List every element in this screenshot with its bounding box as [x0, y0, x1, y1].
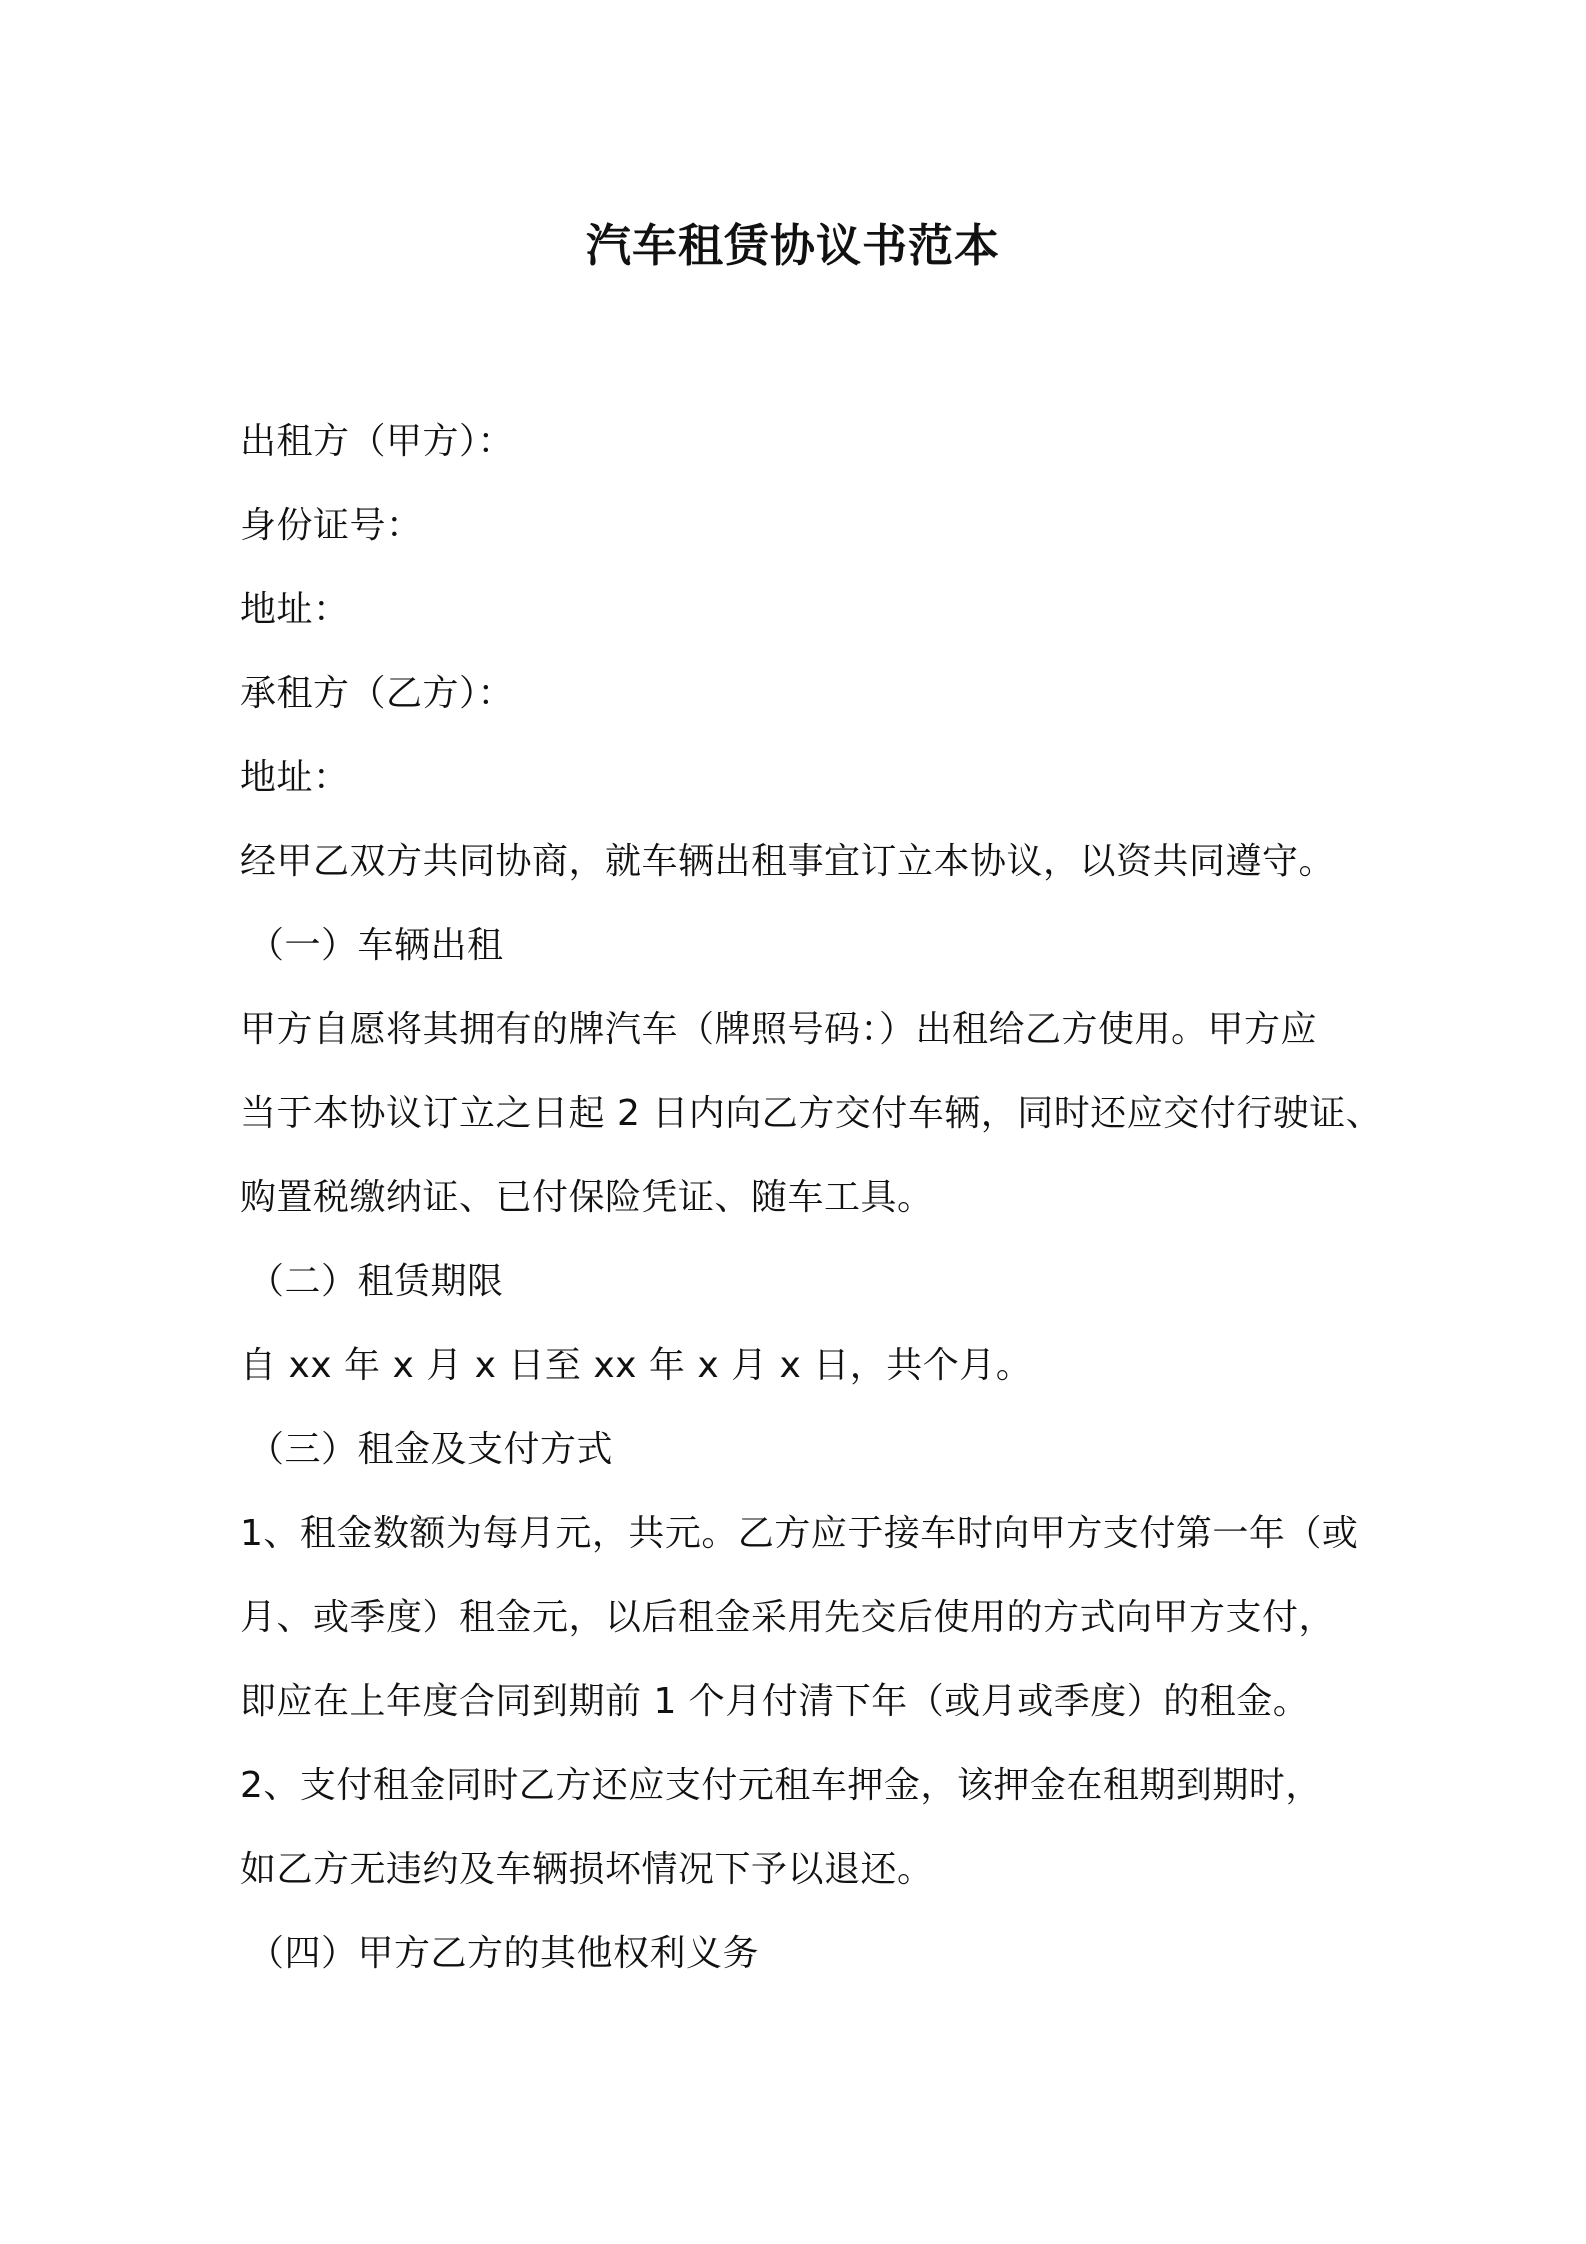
section-heading: （四）甲方乙方的其他权利义务: [248, 1933, 760, 1974]
paragraph-line: 当于本协议订立之日起 2 日内向乙方交付车辆，同时还应交付行驶证、: [240, 1093, 1383, 1134]
form-field-label: 身份证号：: [240, 505, 423, 546]
paragraph-line: 经甲乙双方共同协商，就车辆出租事宜订立本协议，以资共同遵守。: [240, 841, 1336, 882]
form-field-label: 地址：: [240, 757, 350, 798]
section-heading: （三）租金及支付方式: [248, 1429, 614, 1470]
paragraph-line: 2、支付租金同时乙方还应支付元租车押金，该押金在租期到期时，: [240, 1765, 1322, 1806]
section-heading: （一）车辆出租: [248, 925, 504, 966]
paragraph-line: 1、租金数额为每月元，共元。乙方应于接车时向甲方支付第一年（或: [240, 1513, 1359, 1554]
form-field-label: 出租方（甲方）：: [240, 421, 515, 462]
paragraph-line: 即应在上年度合同到期前 1 个月付清下年（或月或季度）的租金。: [240, 1681, 1310, 1722]
paragraph-line: 月、或季度）租金元，以后租金采用先交后使用的方式向甲方支付，: [240, 1597, 1336, 1638]
paragraph-line: 自 xx 年 x 月 x 日至 xx 年 x 月 x 日，共个月。: [240, 1345, 1033, 1386]
paragraph-line: 购置税缴纳证、已付保险凭证、随车工具。: [240, 1177, 934, 1218]
document-body: [240, 400, 1383, 1996]
paragraph-line: 如乙方无违约及车辆损坏情况下予以退还。: [240, 1849, 934, 1890]
section-heading: （二）租赁期限: [248, 1261, 504, 1302]
form-field-label: 地址：: [240, 589, 350, 630]
paragraph-line: 甲方自愿将其拥有的牌汽车（牌照号码：）出租给乙方使用。甲方应: [240, 1009, 1318, 1050]
form-field-label: 承租方（乙方）：: [240, 673, 515, 714]
document-title: 汽车租赁协议书范本: [585, 219, 1000, 272]
